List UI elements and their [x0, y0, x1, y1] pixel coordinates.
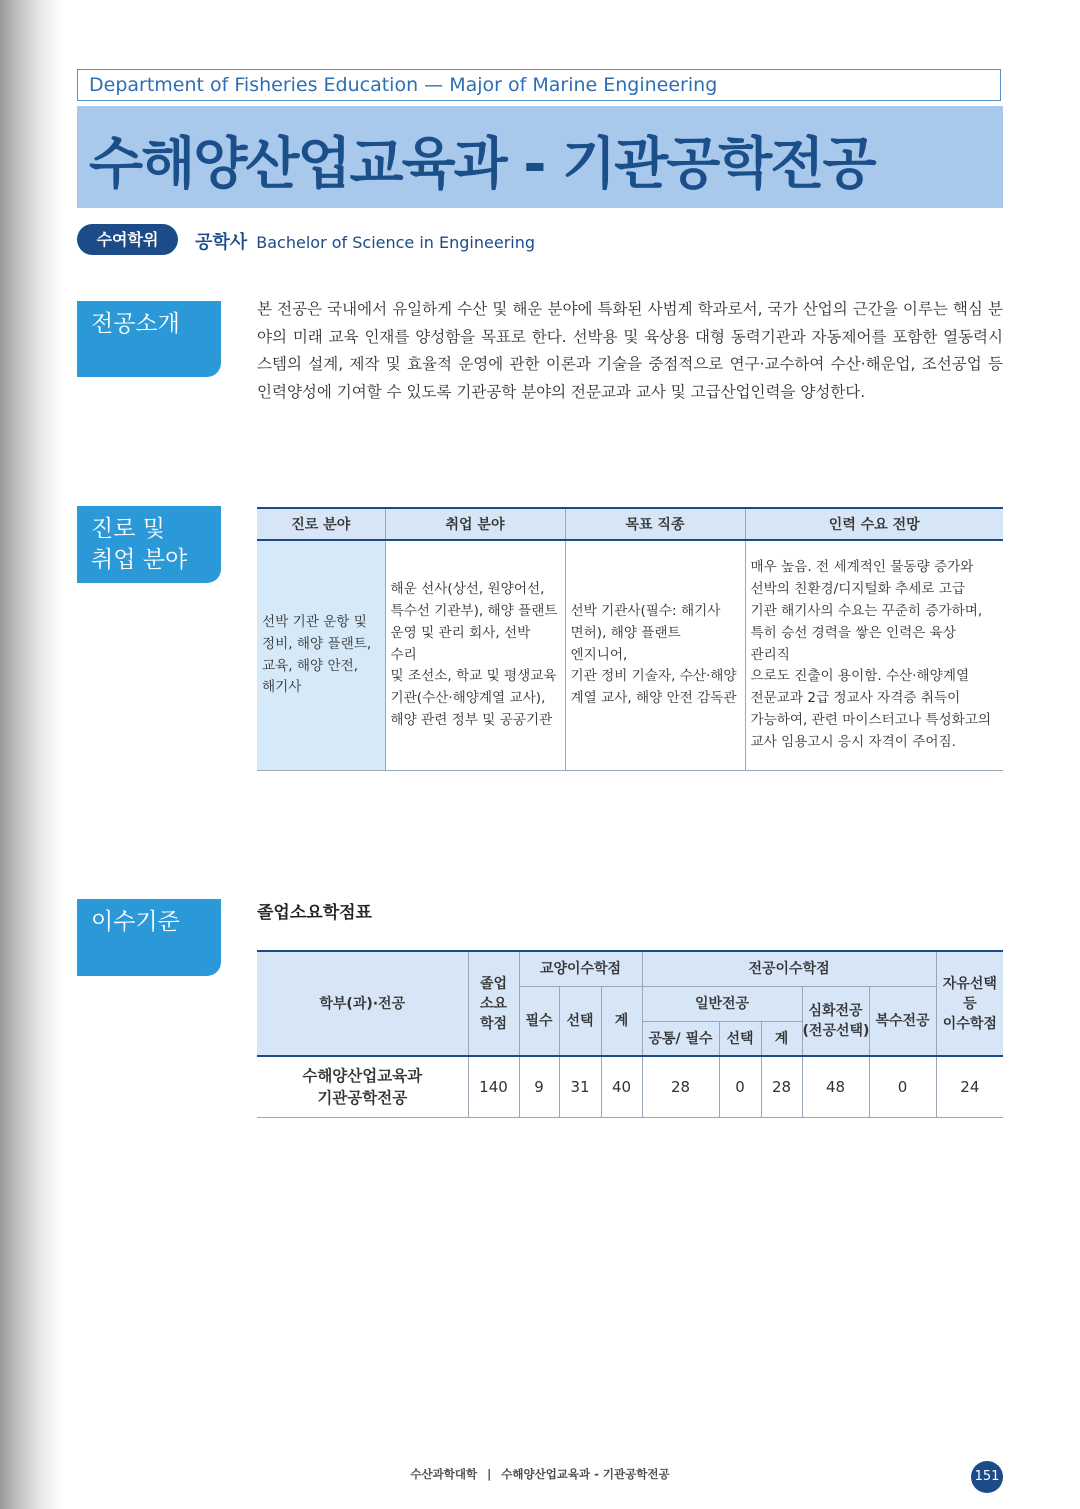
degree-english: Bachelor of Science in Engineering: [256, 233, 536, 252]
career-label-line1: 진로 및: [91, 516, 165, 542]
header-common-required: 공통/ 필수: [642, 1022, 719, 1057]
career-header-row: [257, 508, 1003, 540]
header-double-major: 복수전공: [869, 987, 936, 1057]
career-employment-cell: 해운 선사(상선, 원양어선, 특수선 기관부), 해양 플랜트 운영 및 관리 회사, 선박 수리 및 조선소, 학교 및 평생교육 기관(수산·해양계열 교사), 해양 관련 정부 및 공공기관: [385, 540, 565, 771]
credits-table-title: 졸업소요학점표: [257, 903, 372, 923]
credits-cell-major-elective: 0: [719, 1056, 761, 1118]
career-header-employment: 취업 분야: [385, 508, 565, 540]
english-department-title: Department of Fisheries Education — Major of Marine Engineering: [77, 69, 1001, 101]
career-label-line2: 취업 분야: [91, 547, 188, 573]
header-liberal-required: 필수: [519, 987, 559, 1057]
career-target-job-cell: 선박 기관사(필수: 해기사 면허), 해양 플랜트 엔지니어, 기관 정비 기술자, 수산·해양 계열 교사, 해양 안전 감독관: [565, 540, 745, 771]
career-section-label: [77, 506, 221, 583]
page-binding-shadow: [0, 0, 62, 1509]
header-major: 전공이수학점: [642, 951, 936, 987]
credits-cell-major-total: 28: [761, 1056, 802, 1118]
credits-cell-liberal-required: 9: [519, 1056, 559, 1118]
degree-name: [195, 228, 535, 254]
footer-department: 수해양산업교육과 - 기관공학전공: [501, 1467, 670, 1481]
credits-cell-liberal-total: 40: [601, 1056, 642, 1118]
career-header-path: 진로 분야: [257, 508, 385, 540]
credits-cell-liberal-elective: 31: [559, 1056, 601, 1118]
career-table: [257, 507, 1003, 771]
header-major-elective: 선택: [719, 1022, 761, 1057]
header-free-elective: 자유선택 등 이수학점: [936, 951, 1003, 1056]
header-advanced-major: 심화전공 (전공선택): [802, 987, 869, 1057]
korean-department-title: 수해양산업교육과 - 기관공학전공: [89, 132, 875, 197]
career-demand-cell: 매우 높음. 전 세계적인 물동량 증가와 선박의 친환경/디지털화 추세로 고급 기관 해기사의 수요는 꾸준히 증가하며, 특히 승선 경력을 쌓은 인력은 육상 관리직 으로도 진출이 용이함. 수산·해양계열 전문교과 2급 정교사 자격증 취득이 가능하여, 관련 마이스터고나 특성화고의 교사 임용고시 응시 자격이 주어짐.: [745, 540, 1003, 771]
career-header-target-job: 목표 직종: [565, 508, 745, 540]
intro-section-label: 전공소개: [77, 301, 221, 377]
degree-korean: 공학사: [195, 232, 248, 253]
credits-data-row: [257, 1056, 1003, 1118]
header-liberal: 교양이수학점: [519, 951, 642, 987]
requirements-section-label: 이수기준: [77, 899, 221, 976]
header-liberal-total: 계: [601, 987, 642, 1057]
page-number: 151: [971, 1461, 1003, 1493]
career-header-demand: 인력 수요 전망: [745, 508, 1003, 540]
header-general-major: 일반전공: [642, 987, 802, 1022]
career-row: [257, 540, 1003, 771]
page-footer: [0, 1466, 1080, 1482]
credits-cell-advanced: 48: [802, 1056, 869, 1118]
credits-table: [257, 950, 1003, 1118]
credits-dept-name: 수해양산업교육과 기관공학전공: [257, 1056, 468, 1118]
title-banner: [77, 106, 1003, 208]
header-grad-total: 졸업 소요 학점: [468, 951, 519, 1056]
degree-badge: 수여학위: [77, 224, 178, 255]
footer-college: 수산과학대학: [410, 1467, 478, 1481]
intro-text: 본 전공은 국내에서 유일하게 수산 및 해운 분야에 특화된 사범계 학과로서, 국가 산업의 근간을 이루는 핵심 분야의 미래 교육 인재를 양성함을 목표로 한다. 선박용 및 육상용 대형 동력기관과 자동제어를 포함한 열동력시스템의 설계, 제작 및 효율적 운영에 관한 이론과 기술을 중점적으로 연구·교수하여 수산·해운업, 조선공업 등 인력양성에 기여할 수 있도록 기관공학 분야의 전문교과 교사 및 고급산업인력을 양성한다.: [257, 300, 1003, 401]
credits-cell-double: 0: [869, 1056, 936, 1118]
header-major-total: 계: [761, 1022, 802, 1057]
credits-cell-free: 24: [936, 1056, 1003, 1118]
credits-cell-grad-total: 140: [468, 1056, 519, 1118]
footer-separator: |: [487, 1467, 492, 1481]
credits-cell-common-required: 28: [642, 1056, 719, 1118]
header-liberal-elective: 선택: [559, 987, 601, 1057]
career-path-cell: 선박 기관 운항 및 정비, 해양 플랜트, 교육, 해양 안전, 해기사: [257, 540, 385, 771]
header-dept: 학부(과)·전공: [257, 951, 468, 1056]
credits-header-row-1: [257, 951, 1003, 987]
